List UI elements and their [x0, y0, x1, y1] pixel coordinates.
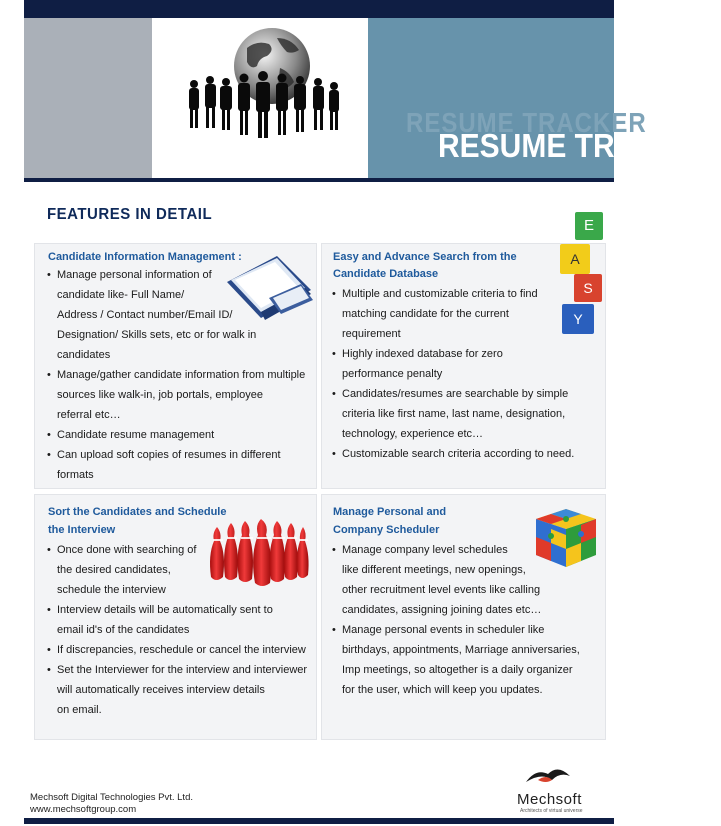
- list-item: • Manage personal events in scheduler like: [332, 620, 604, 640]
- list-item: schedule the interview: [57, 584, 166, 596]
- list-item: • If discrepancies, reschedule or cancel the interview: [47, 640, 317, 660]
- list-item: like different meetings, new openings,: [342, 564, 526, 576]
- header-banner: [24, 18, 721, 178]
- banner-title-shadow: RESUME TRACKER: [406, 107, 647, 139]
- mechsoft-logo-icon: [522, 766, 574, 790]
- panel-title-line-2: the Interview: [48, 524, 116, 536]
- list-item: candidates: [57, 349, 111, 361]
- panel-scheduler: [321, 494, 606, 740]
- logo-tagline: Architects of virtual universe: [520, 808, 583, 814]
- list-item: • Set the Interviewer for the interview and interviewer: [47, 660, 317, 680]
- list-item: candidates, assigning joining dates etc…: [342, 604, 542, 616]
- list-item: technology, experience etc…: [342, 428, 484, 440]
- bowling-pins-icon: [207, 517, 311, 589]
- list-item: Designation/ Skills sets, etc or for walk in: [57, 329, 257, 341]
- panel-title-line-2: Candidate Database: [333, 268, 439, 280]
- list-item: sources like walk-in, job portals, employee: [57, 389, 264, 401]
- banner-title-block: [368, 18, 721, 178]
- list-item: • Candidate resume management: [47, 425, 317, 445]
- folder-documents-icon: [221, 252, 317, 324]
- list-item: candidate like- Full Name/: [57, 289, 185, 301]
- list-item: referral etc…: [57, 409, 121, 421]
- block-a: A: [560, 244, 590, 274]
- panel-title-line-2: Company Scheduler: [333, 524, 440, 536]
- page-title: RESUME TRACKER: [438, 128, 721, 165]
- easy-blocks-icon: [560, 212, 604, 336]
- list-item: requirement: [342, 328, 401, 340]
- list-item: • Manage company level schedules: [332, 540, 604, 560]
- panel-schedule-interview: [34, 494, 317, 740]
- list-item: will automatically receives interview details: [57, 684, 265, 696]
- block-y: Y: [562, 304, 594, 334]
- panel-title-line-1: Manage Personal and: [333, 506, 447, 518]
- list-item: • Multiple and customizable criteria to find: [332, 284, 604, 304]
- list-item: • Customizable search criteria according to need.: [332, 444, 604, 464]
- banner-grey-block: [24, 18, 152, 178]
- top-bar: [24, 0, 614, 18]
- company-info: [30, 792, 193, 816]
- list-item: birthdays, appointments, Marriage anniversaries,: [342, 644, 580, 656]
- list-item: • Can upload soft copies of resumes in different: [47, 445, 317, 465]
- list-item: formats: [57, 469, 94, 481]
- list-item: • Candidates/resumes are searchable by simple: [332, 384, 604, 404]
- list-item: performance penalty: [342, 368, 443, 380]
- panel-candidate-information: [34, 243, 317, 489]
- list-item: Address / Contact number/Email ID/: [57, 309, 233, 321]
- company-website[interactable]: www.mechsoftgroup.com: [30, 804, 137, 815]
- list-item: • Highly indexed database for zero: [332, 344, 604, 364]
- panel-title: Candidate Information Management :: [48, 251, 242, 263]
- list-item: other recruitment level events like calling: [342, 584, 541, 596]
- banner-divider: [24, 178, 614, 182]
- business-team-globe-image: [152, 18, 368, 178]
- logo-name: Mechsoft: [517, 791, 582, 808]
- panel-title-line-1: Easy and Advance Search from the: [333, 251, 517, 263]
- list-item: for the user, which will keep you updates.: [342, 684, 543, 696]
- list-item: the desired candidates,: [57, 564, 171, 576]
- footer-bar: [24, 818, 614, 824]
- company-name: Mechsoft Digital Technologies Pvt. Ltd.: [30, 792, 193, 803]
- list-item: • Manage personal information of: [47, 265, 317, 285]
- list-item: Imp meetings, so altogether is a daily organizer: [342, 664, 573, 676]
- list-item: criteria like first name, last name, designation,: [342, 408, 566, 420]
- features-heading: FEATURES IN DETAIL: [47, 205, 213, 224]
- puzzle-cube-icon: [532, 505, 600, 571]
- list-item: on email.: [57, 704, 102, 716]
- list-item: matching candidate for the current: [342, 308, 509, 320]
- panel-title-line-1: Sort the Candidates and Schedule: [48, 506, 227, 518]
- list-item: email id's of the candidates: [57, 624, 190, 636]
- block-s: S: [574, 274, 602, 302]
- block-e: E: [575, 212, 603, 240]
- list-item: • Once done with searching of: [47, 540, 317, 560]
- list-item: • Interview details will be automatically sent to: [47, 600, 317, 620]
- list-item: • Manage/gather candidate information from multiple: [47, 365, 317, 385]
